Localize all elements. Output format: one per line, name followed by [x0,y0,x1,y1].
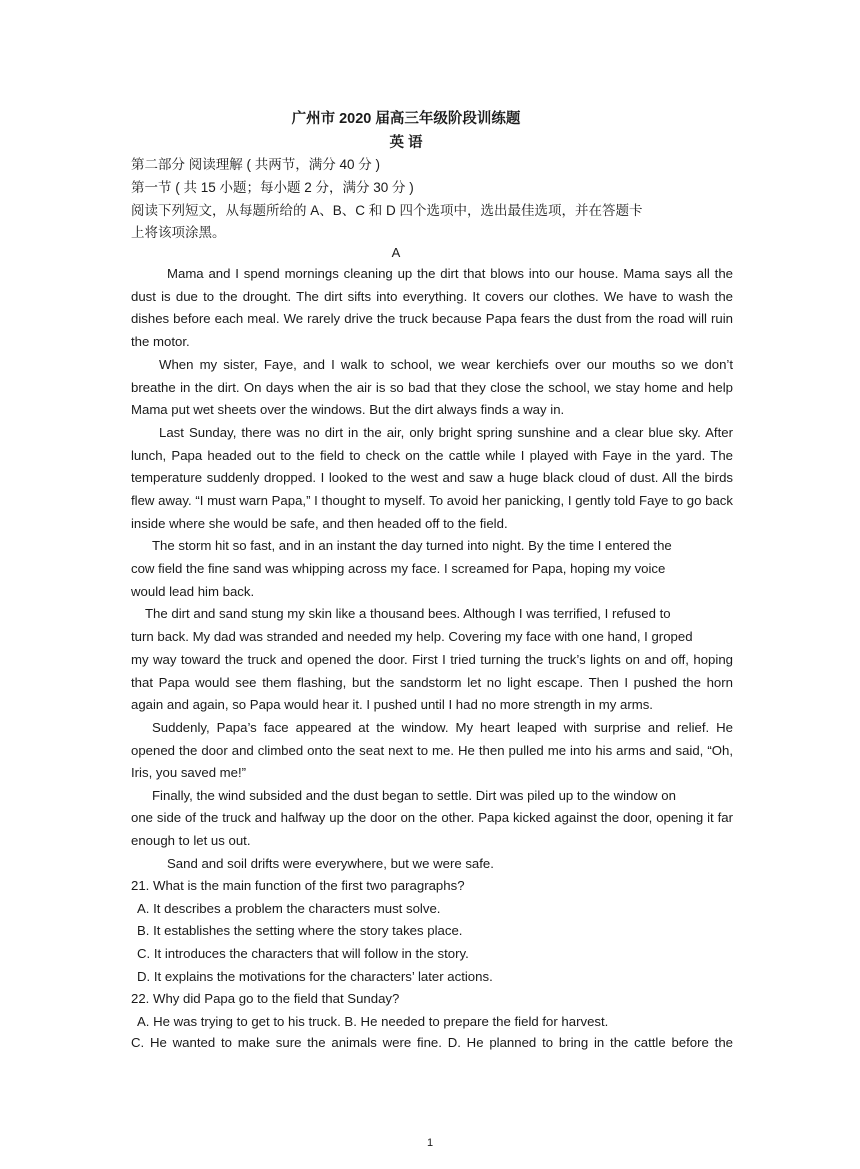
paragraph-8: Sand and soil drifts were everywhere, but we were safe. [167,856,494,871]
directions-line-1: 阅读下列短文，从每题所给的 A、B、C 和 D 四个选项中，选出最佳选项，并在答题卡 [131,203,643,218]
question-21-option-a: A. It describes a problem the characters must solve. [137,901,441,916]
paragraph-5-rest: my way toward the truck and opened the door. First I tried turning the truck’s lights on and off, hoping that Papa would see them flashing, but the sandstorm let no light escape. Then I pushed the horn again and again, so Papa would hear it. I pushed until I had no more strength in my arms. [131,652,733,713]
passage-label: A [391,245,401,260]
paragraph-2: When my sister, Faye, and I walk to school, we wear kerchiefs over our mouths so we don’t breathe in the dirt. On days when the air is so bad that they close the school, we stay home and help Mama put wet sheets over the windows. But the dirt always finds a way in. [131,357,733,418]
question-22-options-ab: A. He was trying to get to his truck. B. He needed to prepare the field for harvest. [137,1014,609,1029]
paragraph-7-line-1: Finally, the wind subsided and the dust began to settle. Dirt was piled up to the window on [152,788,676,803]
paragraph-4-line-2: cow field the fine sand was whipping across my face. I screamed for Papa, hoping my voice [131,561,666,576]
question-21-option-c: C. It introduces the characters that will follow in the story. [137,946,469,961]
question-22-options-cd: C. He wanted to make sure the animals were fine. D. He planned to bring in the cattle before the [131,1035,733,1050]
paragraph-5-line-1: The dirt and sand stung my skin like a thousand bees. Although I was terrified, I refused to [145,606,671,621]
paragraph-4-line-3: would lead him back. [131,584,255,599]
paragraph-7-rest: one side of the truck and halfway up the door on the other. Papa kicked against the door, opening it far enough to let us out. [131,810,733,848]
paragraph-1: Mama and I spend mornings cleaning up the dirt that blows into our house. Mama says all the dust is due to the drought. The dirt sifts into everything. It covers our clothes. We have to wash the dishes before each meal. We rarely drive the truck because Papa fears the dust from the road will ruin the motor. [131,266,733,350]
paragraph-5-line-2: turn back. My dad was stranded and needed my help. Covering my face with one hand, I groped [131,629,693,644]
page-number: 1 [426,1137,434,1149]
section-heading: 第一节 ( 共 15 小题；每小题 2 分，满分 30 分 ) [131,180,414,195]
paragraph-6: Suddenly, Papa’s face appeared at the window. My heart leaped with surprise and relief. He opened the door and climbed onto the seat next to me. He then pulled me into his arms and said, “Oh, Iris, you saved me!” [131,720,733,781]
question-21-option-d: D. It explains the motivations for the characters’ later actions. [137,969,493,984]
part-heading: 第二部分 阅读理解 ( 共两节，满分 40 分 ) [131,157,381,172]
question-21-option-b: B. It establishes the setting where the story takes place. [137,923,463,938]
question-22-stem: 22. Why did Papa go to the field that Sunday? [131,991,400,1006]
paragraph-4-line-1: The storm hit so fast, and in an instant the day turned into night. By the time I entered the [152,538,672,553]
question-21-stem: 21. What is the main function of the first two paragraphs? [131,878,465,893]
paragraph-3: Last Sunday, there was no dirt in the air, only bright spring sunshine and a clear blue sky. After lunch, Papa headed out to the field to check on the cattle while I played with Faye in the yard. The temperature suddenly dropped. I looked to the west and saw a huge black cloud of dust. All the birds flew away. “I must warn Papa,” I thought to myself. To avoid her panicking, I gently told Faye to go back inside where she would be safe, and then headed off to the field. [131,425,733,531]
subject-title: 英 语 [389,135,423,151]
directions-line-2: 上将该项涂黑。 [131,225,226,240]
exam-title: 广州市 2020 届高三年级阶段训练题 [291,111,521,127]
